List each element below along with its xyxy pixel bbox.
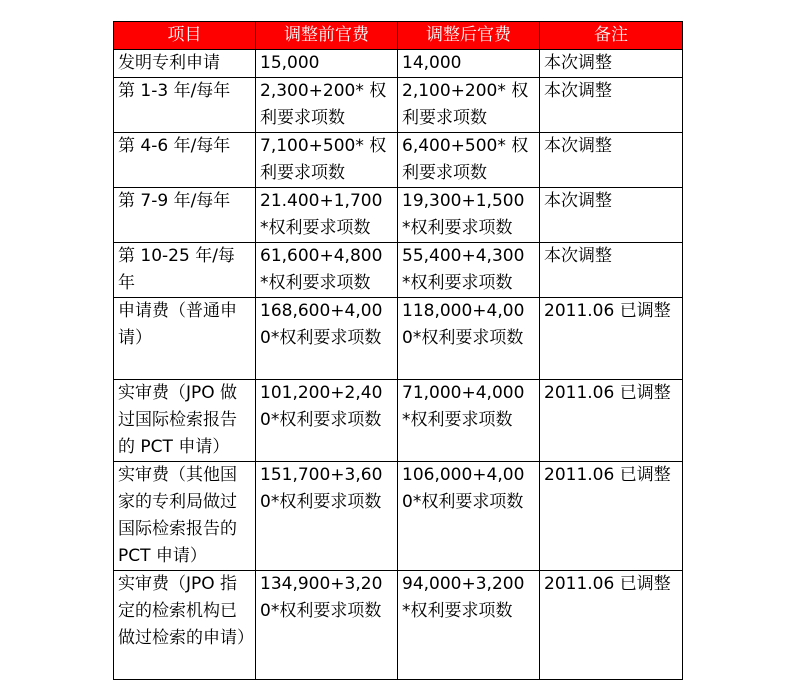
cell-remark: 本次调整 xyxy=(540,188,683,243)
cell-item: 第 7-9 年/每年 xyxy=(114,188,256,243)
cell-fee-before: 61,600+4,800 *权利要求项数 xyxy=(256,243,398,298)
cell-remark: 2011.06 已调整 xyxy=(540,298,683,380)
table-row xyxy=(114,380,683,462)
cell-fee-after: 6,400+500* 权利要求项数 xyxy=(398,133,540,188)
cell-fee-before: 21.400+1,700 *权利要求项数 xyxy=(256,188,398,243)
cell-remark: 2011.06 已调整 xyxy=(540,380,683,462)
cell-fee-after: 106,000+4,000*权利要求项数 xyxy=(398,462,540,571)
fee-table xyxy=(113,21,683,680)
cell-remark: 2011.06 已调整 xyxy=(540,462,683,571)
cell-remark: 本次调整 xyxy=(540,78,683,133)
header-item: 项目 xyxy=(114,22,256,50)
cell-remark: 本次调整 xyxy=(540,133,683,188)
cell-item: 第 4-6 年/每年 xyxy=(114,133,256,188)
header-fee-before: 调整前官费 xyxy=(256,22,398,50)
cell-item: 申请费（普通申请） xyxy=(114,298,256,380)
table-row xyxy=(114,188,683,243)
cell-fee-before: 7,100+500* 权利要求项数 xyxy=(256,133,398,188)
cell-item: 第 1-3 年/每年 xyxy=(114,78,256,133)
cell-fee-after: 19,300+1,500 *权利要求项数 xyxy=(398,188,540,243)
cell-fee-before: 2,300+200* 权利要求项数 xyxy=(256,78,398,133)
cell-item: 实审费（其他国家的专利局做过国际检索报告的 PCT 申请） xyxy=(114,462,256,571)
table-row xyxy=(114,298,683,380)
cell-remark: 本次调整 xyxy=(540,243,683,298)
cell-fee-before: 168,600+4,000*权利要求项数 xyxy=(256,298,398,380)
table-row xyxy=(114,133,683,188)
cell-fee-before: 151,700+3,600*权利要求项数 xyxy=(256,462,398,571)
table-row xyxy=(114,78,683,133)
cell-item: 发明专利申请 xyxy=(114,50,256,78)
cell-fee-after: 2,100+200* 权利要求项数 xyxy=(398,78,540,133)
cell-fee-before: 134,900+3,200*权利要求项数 xyxy=(256,571,398,680)
table-row xyxy=(114,571,683,680)
table-header-row xyxy=(114,22,683,50)
header-fee-after: 调整后官费 xyxy=(398,22,540,50)
cell-item: 第 10-25 年/每年 xyxy=(114,243,256,298)
cell-item: 实审费（JPO 做过国际检索报告的 PCT 申请） xyxy=(114,380,256,462)
table-row xyxy=(114,243,683,298)
cell-fee-after: 94,000+3,200 *权利要求项数 xyxy=(398,571,540,680)
cell-remark: 2011.06 已调整 xyxy=(540,571,683,680)
cell-item: 实审费（JPO 指定的检索机构已做过检索的申请） xyxy=(114,571,256,680)
cell-remark: 本次调整 xyxy=(540,50,683,78)
cell-fee-after: 14,000 xyxy=(398,50,540,78)
cell-fee-after: 55,400+4,300 *权利要求项数 xyxy=(398,243,540,298)
cell-fee-before: 15,000 xyxy=(256,50,398,78)
cell-fee-after: 118,000+4,000*权利要求项数 xyxy=(398,298,540,380)
table-row xyxy=(114,50,683,78)
cell-fee-after: 71,000+4,000 *权利要求项数 xyxy=(398,380,540,462)
cell-fee-before: 101,200+2,400*权利要求项数 xyxy=(256,380,398,462)
table-row xyxy=(114,462,683,571)
header-remark: 备注 xyxy=(540,22,683,50)
